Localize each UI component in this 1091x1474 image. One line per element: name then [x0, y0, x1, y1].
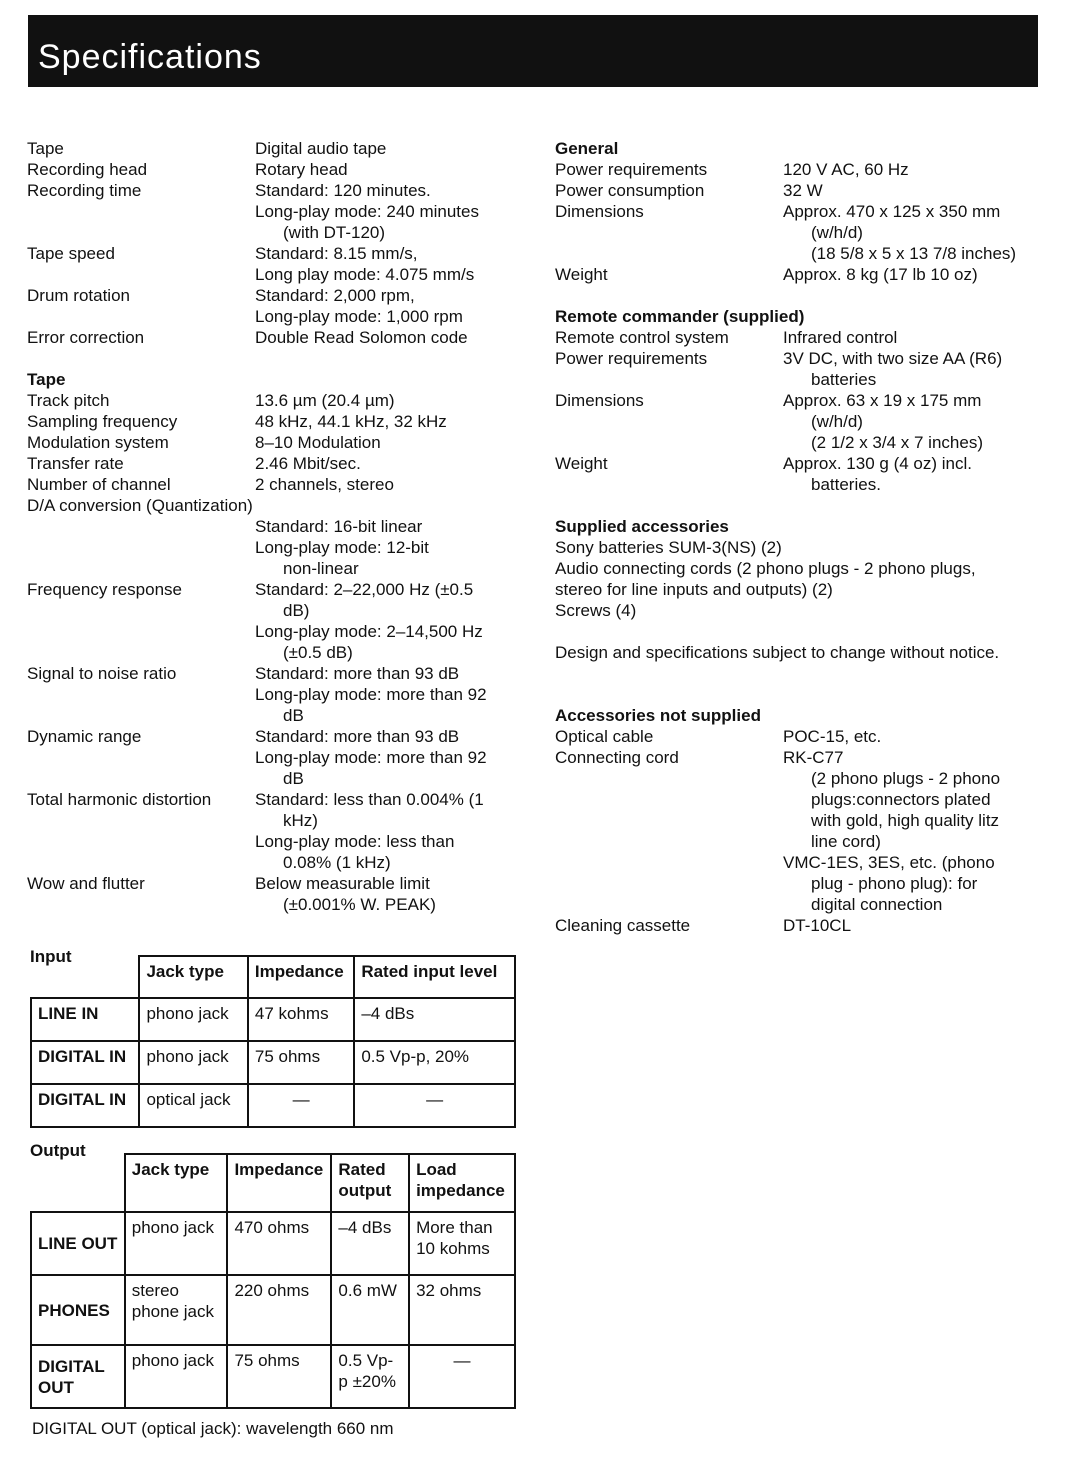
tape-spec-value-line: 2 channels, stereo — [255, 475, 394, 494]
tape-spec-label: Modulation system — [27, 433, 169, 452]
design-change-note: Design and specifications subject to change without notice. — [555, 643, 1000, 662]
spec-value — [255, 138, 527, 159]
input-header-rated-level: Rated input level — [354, 956, 515, 998]
general-spec-row — [555, 264, 1055, 285]
general-spec-value-line: (18 5/8 x 5 x 13 7/8 inches) — [811, 244, 1017, 263]
output-cell-impedance: 220 ohms — [227, 1275, 331, 1345]
output-header-rated-output: Rated output — [331, 1154, 409, 1212]
tape-spec-value-line: Long-play mode: less than — [255, 832, 455, 851]
optional-accessory-value — [783, 726, 1055, 747]
left-spec-column — [27, 138, 527, 915]
tape-spec-row — [27, 663, 527, 726]
tape-spec-value-line: 0.08% (1 kHz) — [283, 853, 391, 872]
table-row — [31, 1084, 515, 1127]
tape-spec-label: Number of channel — [27, 475, 171, 494]
supplied-accessory-line: Sony batteries SUM-3(NS) (2) — [555, 538, 782, 557]
input-cell-impedance: 75 ohms — [248, 1041, 354, 1084]
remote-spec-label: Dimensions — [555, 391, 644, 410]
tape-spec-value-line: 48 kHz, 44.1 kHz, 32 kHz — [255, 412, 447, 431]
spec-label: Drum rotation — [27, 286, 130, 305]
footnote: DIGITAL OUT (optical jack): wavelength 660 nm — [32, 1419, 394, 1438]
spec-value-line: Long-play mode: 1,000 rpm — [255, 307, 463, 326]
spec-value-line: Standard: 8.15 mm/s, — [255, 244, 418, 263]
tape-spec-row — [27, 789, 527, 873]
spec-value — [255, 285, 527, 327]
tape-spec-label: Frequency response — [27, 580, 182, 599]
input-cell-jack: phono jack — [139, 998, 247, 1041]
page-header — [28, 15, 1038, 87]
tape-spec-value-line: 2.46 Mbit/sec. — [255, 454, 361, 473]
general-spec-label: Power consumption — [555, 181, 705, 200]
output-cell-impedance: 75 ohms — [227, 1345, 331, 1408]
tape-spec-value-line: Long-play mode: more than 92 — [255, 748, 487, 767]
input-table-corner — [31, 956, 139, 998]
spec-row — [27, 243, 527, 285]
spec-value-line: Long-play mode: 240 minutes — [255, 202, 479, 221]
input-row-name: DIGITAL IN — [31, 1084, 139, 1127]
general-spec-value-line: 120 V AC, 60 Hz — [783, 160, 909, 179]
tape-spec-label: Track pitch — [27, 391, 110, 410]
table-row — [31, 998, 515, 1041]
output-cell-load: More than 10 kohms — [409, 1212, 515, 1275]
optional-accessory-value-line: digital connection — [811, 895, 943, 914]
remote-spec-label: Remote control system — [555, 328, 729, 347]
tape-spec-row — [27, 432, 527, 453]
remote-spec-value-line: batteries — [811, 370, 877, 389]
output-row-name: LINE OUT — [31, 1212, 125, 1275]
spec-value-line: Digital audio tape — [255, 139, 387, 158]
tape-spec-value — [255, 474, 527, 495]
tape-spec-row — [27, 411, 527, 432]
tape-spec-value-line: 13.6 µm (20.4 µm) — [255, 391, 395, 410]
spec-value — [255, 180, 527, 243]
remote-spec-row — [555, 453, 1055, 495]
general-spec-value-line: (w/h/d) — [811, 223, 863, 242]
optional-accessory-value-line: line cord) — [811, 832, 881, 851]
general-spec-label: Dimensions — [555, 202, 644, 221]
optional-accessory-row — [555, 726, 1055, 747]
spec-value-line: Double Read Solomon code — [255, 328, 468, 347]
remote-spec-value — [783, 390, 1055, 453]
da-conversion-values — [27, 516, 527, 579]
tape-spec-value-line: (±0.5 dB) — [283, 643, 353, 662]
tape-spec-value-line: Long-play mode: more than 92 — [255, 685, 487, 704]
spec-row — [27, 327, 527, 348]
tape-spec-row — [27, 726, 527, 789]
remote-spec-value — [783, 348, 1055, 390]
da-conversion-value-line: non-linear — [283, 559, 359, 578]
tape-spec-value — [255, 873, 527, 915]
tape-spec-value-line: 8–10 Modulation — [255, 433, 381, 452]
tape-spec-value-line: Below measurable limit — [255, 874, 430, 893]
tape-spec-row — [27, 474, 527, 495]
tape-spec-row — [27, 579, 527, 663]
output-cell-load: 32 ohms — [409, 1275, 515, 1345]
supplied-accessory-line: Screws (4) — [555, 601, 637, 620]
table-row — [31, 1041, 515, 1084]
supplied-accessories-heading: Supplied accessories — [555, 517, 729, 536]
output-cell-impedance: 470 ohms — [227, 1212, 331, 1275]
tape-spec-value — [255, 390, 527, 411]
tape-spec-label: Dynamic range — [27, 727, 142, 746]
general-spec-value — [783, 201, 1055, 264]
tape-spec-label: Wow and flutter — [27, 874, 145, 893]
da-conversion-value-line: Standard: 16-bit linear — [255, 517, 423, 536]
tape-spec-value-line: dB — [283, 706, 304, 725]
tape-spec-value — [255, 726, 527, 789]
remote-spec-value-line: Approx. 130 g (4 oz) incl. — [783, 454, 972, 473]
tape-spec-row — [27, 390, 527, 411]
output-header-load-impedance: Load impedance — [409, 1154, 515, 1212]
input-cell-level: –4 dBs — [354, 998, 515, 1041]
input-header-impedance: Impedance — [248, 956, 354, 998]
spec-value — [255, 327, 527, 348]
remote-spec-value-line: (w/h/d) — [811, 412, 863, 431]
general-spec-label: Weight — [555, 265, 608, 284]
right-spec-column — [555, 138, 1055, 936]
output-cell-rated: 0.5 Vp-p ±20% — [331, 1345, 409, 1408]
tape-spec-value — [255, 579, 527, 663]
tape-spec-row — [27, 453, 527, 474]
da-conversion-label: D/A conversion (Quantization) — [27, 496, 253, 515]
output-cell-rated: –4 dBs — [331, 1212, 409, 1275]
optional-accessory-value-line: VMC-1ES, 3ES, etc. (phono — [783, 853, 995, 872]
tape-spec-label: Signal to noise ratio — [27, 664, 177, 683]
general-spec-row — [555, 180, 1055, 201]
spec-value-line: Long play mode: 4.075 mm/s — [255, 265, 475, 284]
general-spec-label: Power requirements — [555, 160, 708, 179]
spec-label: Error correction — [27, 328, 145, 347]
optional-accessory-value-line: DT-10CL — [783, 916, 852, 935]
optional-accessory-value-line: plugs:connectors plated — [811, 790, 991, 809]
input-row-name: DIGITAL IN — [31, 1041, 139, 1084]
output-table-title: Output — [30, 1141, 86, 1160]
tape-spec-label: Total harmonic distortion — [27, 790, 212, 809]
spec-row — [27, 180, 527, 243]
tape-spec-value-line: Standard: 2–22,000 Hz (±0.5 — [255, 580, 474, 599]
tape-spec-value-line: dB) — [283, 601, 310, 620]
input-header-jack-type: Jack type — [139, 956, 247, 998]
general-section-heading: General — [555, 139, 619, 158]
input-cell-jack: phono jack — [139, 1041, 247, 1084]
output-row-name: DIGITAL OUT — [31, 1345, 125, 1408]
general-spec-value-line: Approx. 8 kg (17 lb 10 oz) — [783, 265, 978, 284]
remote-spec-value-line: Approx. 63 x 19 x 175 mm — [783, 391, 982, 410]
spec-row — [27, 159, 527, 180]
optional-accessory-value-line: RK-C77 — [783, 748, 844, 767]
remote-spec-value-line: 3V DC, with two size AA (R6) — [783, 349, 1003, 368]
spec-value-line: (with DT-120) — [283, 223, 386, 242]
output-header-jack-type: Jack type — [125, 1154, 228, 1212]
input-row-name: LINE IN — [31, 998, 139, 1041]
input-table-title: Input — [30, 947, 72, 966]
spec-label: Recording head — [27, 160, 148, 179]
optional-accessory-row — [555, 915, 1055, 936]
spec-value — [255, 159, 527, 180]
tape-spec-value — [255, 789, 527, 873]
optional-accessory-value-line: with gold, high quality litz — [811, 811, 1000, 830]
general-spec-row — [555, 201, 1055, 264]
spec-row — [27, 138, 527, 159]
table-row — [31, 1212, 515, 1275]
spec-row — [27, 285, 527, 327]
general-spec-value — [783, 264, 1055, 285]
optional-accessory-value-line: plug - phono plug): for — [811, 874, 978, 893]
optional-accessory-label: Cleaning cassette — [555, 916, 691, 935]
optional-accessory-label: Connecting cord — [555, 748, 679, 767]
output-table — [30, 1153, 516, 1409]
tape-spec-value-line: Standard: more than 93 dB — [255, 727, 460, 746]
da-conversion-value-line: Long-play mode: 12-bit — [255, 538, 429, 557]
input-cell-impedance: 47 kohms — [248, 998, 354, 1041]
table-row — [31, 1275, 515, 1345]
input-cell-level: — — [354, 1084, 515, 1127]
tape-spec-value-line: kHz) — [283, 811, 318, 830]
general-spec-value-line: 32 W — [783, 181, 823, 200]
spec-label: Tape speed — [27, 244, 115, 263]
tape-spec-value-line: Standard: less than 0.004% (1 — [255, 790, 484, 809]
optional-accessory-value — [783, 915, 1055, 936]
page-title: Specifications — [38, 38, 262, 76]
output-cell-jack: phono jack — [125, 1345, 228, 1408]
optional-accessory-label: Optical cable — [555, 727, 654, 746]
remote-spec-value-line: (2 1/2 x 3/4 x 7 inches) — [811, 433, 983, 452]
tape-spec-label: Sampling frequency — [27, 412, 178, 431]
tape-spec-value — [255, 411, 527, 432]
remote-spec-value — [783, 327, 1055, 348]
general-spec-value — [783, 159, 1055, 180]
general-spec-row — [555, 159, 1055, 180]
spec-value-line: Rotary head — [255, 160, 348, 179]
input-cell-level: 0.5 Vp-p, 20% — [354, 1041, 515, 1084]
remote-spec-row — [555, 390, 1055, 453]
supplied-accessory-line: Audio connecting cords (2 phono plugs - 2 phono plugs, — [555, 559, 976, 578]
remote-spec-row — [555, 348, 1055, 390]
tape-spec-value — [255, 453, 527, 474]
optional-accessory-value — [783, 747, 1055, 915]
tape-spec-value-line: Long-play mode: 2–14,500 Hz — [255, 622, 483, 641]
optional-accessory-row — [555, 747, 1055, 915]
remote-spec-row — [555, 327, 1055, 348]
remote-spec-value-line: Infrared control — [783, 328, 898, 347]
supplied-accessory-line: stereo for line inputs and outputs) (2) — [555, 580, 833, 599]
input-table — [30, 955, 516, 1128]
spec-value — [255, 243, 527, 285]
output-cell-load: — — [409, 1345, 515, 1408]
tape-spec-value — [255, 432, 527, 453]
tape-spec-value — [255, 663, 527, 726]
remote-spec-value — [783, 453, 1055, 495]
optional-accessory-value-line: POC-15, etc. — [783, 727, 882, 746]
tape-spec-value-line: (±0.001% W. PEAK) — [283, 895, 436, 914]
general-spec-value — [783, 180, 1055, 201]
remote-spec-label: Power requirements — [555, 349, 708, 368]
optional-accessory-value-line: (2 phono plugs - 2 phono — [811, 769, 1001, 788]
remote-spec-label: Weight — [555, 454, 608, 473]
tape-spec-row — [27, 873, 527, 915]
remote-spec-value-line: batteries. — [811, 475, 881, 494]
table-row — [31, 1345, 515, 1408]
spec-value-line: Standard: 120 minutes. — [255, 181, 431, 200]
spec-label: Tape — [27, 139, 64, 158]
general-spec-value-line: Approx. 470 x 125 x 350 mm — [783, 202, 1001, 221]
spec-value-line: Standard: 2,000 rpm, — [255, 286, 415, 305]
output-cell-jack: stereo phone jack — [125, 1275, 228, 1345]
output-row-name: PHONES — [31, 1275, 125, 1345]
remote-section-heading: Remote commander (supplied) — [555, 307, 805, 326]
tape-spec-value-line: dB — [283, 769, 304, 788]
tape-spec-value-line: Standard: more than 93 dB — [255, 664, 460, 683]
spec-label: Recording time — [27, 181, 142, 200]
output-header-impedance: Impedance — [227, 1154, 331, 1212]
input-cell-impedance: — — [248, 1084, 354, 1127]
output-cell-jack: phono jack — [125, 1212, 228, 1275]
tape-spec-label: Transfer rate — [27, 454, 124, 473]
output-cell-rated: 0.6 mW — [331, 1275, 409, 1345]
accessories-not-supplied-heading: Accessories not supplied — [555, 706, 761, 725]
input-cell-jack: optical jack — [139, 1084, 247, 1127]
output-table-corner — [31, 1154, 125, 1212]
tape-section-heading: Tape — [27, 370, 66, 389]
